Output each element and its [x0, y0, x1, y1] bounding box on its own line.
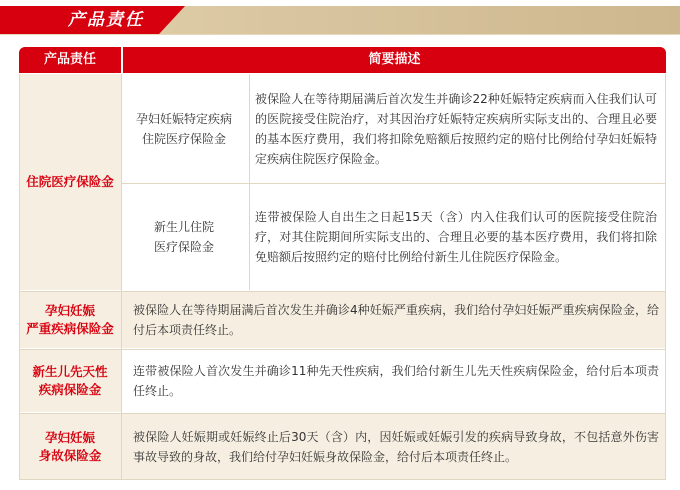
- row-label-death: 孕妇妊娠 身故保险金: [19, 414, 121, 480]
- section-banner: [0, 6, 680, 34]
- divider-bottom: [19, 479, 666, 480]
- subrow-desc-pregnancy-disease: 被保险人在等待期届满后首次发生并确诊22种妊娠特定疾病而入住我们认可的医院接受住院治疗，对其因治疗妊娠特定疾病所实际支出的、合理且必要的基本医疗费用，我们将扣除免赔额后按照约定的赔付比例给付孕妇妊娠特定疾病住院医疗保险金。: [255, 92, 657, 166]
- row-label-severe-disease: 孕妇妊娠 严重疾病保险金: [19, 292, 121, 348]
- border-right: [665, 74, 666, 480]
- divider-row-3: [19, 413, 666, 414]
- subrow-label-newborn-hospital: 新生儿住院 医疗保险金: [153, 220, 214, 254]
- header-description: 简要描述: [123, 47, 666, 73]
- divider-vertical-sub: [249, 74, 250, 290]
- subrow-desc-newborn-hospital: 连带被保险人自出生之日起15天（含）内入住我们认可的医院接受住院治疗，对其住院期间所实际支出的、合理且必要的基本医疗费用，我们将扣除免赔额后按照约定的赔付比例给付新生儿住院医疗保险金。: [255, 210, 657, 264]
- border-left: [19, 74, 20, 480]
- row-desc-death: 被保险人妊娠期或妊娠终止后30天（含）内，因妊娠或妊娠引发的疾病导致身故，不包括意外伤害事故导致的身故，我们给付孕妇妊娠身故保险金，给付后本项责任终止。: [133, 430, 659, 464]
- row-desc-severe-disease: 被保险人在等待期届满后首次发生并确诊4种妊娠严重疾病，我们给付孕妇妊娠严重疾病保险金，给付后本项责任终止。: [133, 303, 659, 337]
- divider-row-2: [19, 349, 666, 350]
- subrow-label-pregnancy-disease: 孕妇妊娠特定疾病 住院医疗保险金: [135, 112, 232, 146]
- banner-underline: [0, 34, 680, 35]
- divider-subrow: [121, 183, 666, 184]
- row-label-hospital: 住院医疗保险金: [19, 74, 121, 290]
- header-responsibility: 产品责任: [19, 47, 121, 73]
- divider-row-1: [19, 291, 666, 292]
- product-responsibility-table: [19, 47, 666, 480]
- divider-vertical-main: [121, 74, 122, 480]
- section-title: 产品责任: [68, 10, 144, 30]
- row-label-congenital: 新生儿先天性 疾病保险金: [19, 350, 121, 412]
- row-desc-congenital: 连带被保险人首次发生并确诊11种先天性疾病，我们给付新生儿先天性疾病保险金，给付后本项责任终止。: [133, 364, 659, 398]
